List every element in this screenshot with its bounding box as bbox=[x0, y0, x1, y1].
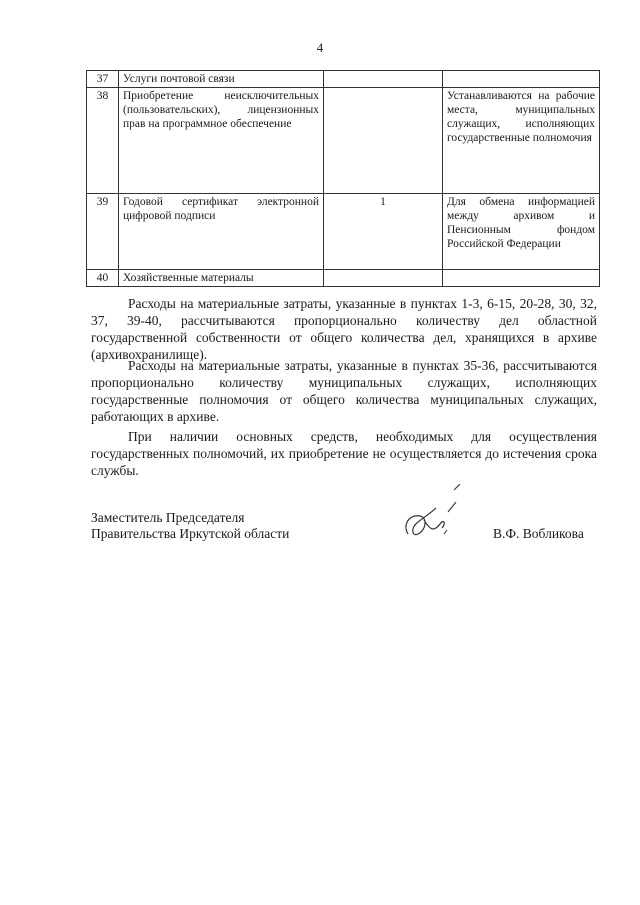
item-name: Годовой сертификат электронной цифровой подписи bbox=[119, 194, 324, 270]
paragraph-fixed-assets: При наличии основных средств, необходимых для осуществления государственных полномочий, их приобретение не осуществляется до истечения срока службы. bbox=[91, 429, 597, 478]
signatory-title bbox=[91, 510, 289, 542]
table-row bbox=[87, 71, 600, 88]
item-note bbox=[443, 71, 600, 88]
row-number: 38 bbox=[87, 88, 119, 194]
item-quantity bbox=[324, 71, 443, 88]
signatory-title-line1: Заместитель Председателя bbox=[91, 510, 245, 525]
table-row bbox=[87, 194, 600, 270]
expense-items-table bbox=[86, 70, 600, 287]
row-number: 39 bbox=[87, 194, 119, 270]
item-quantity bbox=[324, 88, 443, 194]
item-name: Услуги почтовой связи bbox=[119, 71, 324, 88]
item-note: Для обмена информацией между архивом и Пенсионным фондом Российской Федерации bbox=[443, 194, 600, 270]
item-note bbox=[443, 270, 600, 287]
row-number: 37 bbox=[87, 71, 119, 88]
item-name: Хозяйственные материалы bbox=[119, 270, 324, 287]
signatory-name: В.Ф. Вобликова bbox=[493, 526, 584, 541]
page-number: 4 bbox=[316, 40, 324, 55]
paragraph-cases-proportion: Расходы на материальные затраты, указанные в пунктах 1-3, 6-15, 20-28, 30, 32, 37, 39-40, рассчитываются пропорционально количеству дел областной государственной собственности от общего количества дел, хранящихся в архиве (архивохранилище). bbox=[91, 296, 597, 362]
item-quantity: 1 bbox=[324, 194, 443, 270]
table-row bbox=[87, 270, 600, 287]
item-quantity bbox=[324, 270, 443, 287]
item-name: Приобретение неисключительных (пользовательских), лицензионных прав на программное обеспечение bbox=[119, 88, 324, 194]
table-row bbox=[87, 88, 600, 194]
paragraph-employees-proportion: Расходы на материальные затраты, указанные в пунктах 35-36, рассчитываются пропорционально количеству муниципальных служащих, исполняющих государственные полномочия от общего количества муниципальных служащих, работающих в архиве. bbox=[91, 358, 597, 424]
item-note: Устанавливаются на рабочие места, муниципальных служащих, исполняющих государственные полномочия bbox=[443, 88, 600, 194]
row-number: 40 bbox=[87, 270, 119, 287]
handwritten-signature bbox=[396, 484, 476, 554]
signatory-title-line2: Правительства Иркутской области bbox=[91, 526, 290, 541]
